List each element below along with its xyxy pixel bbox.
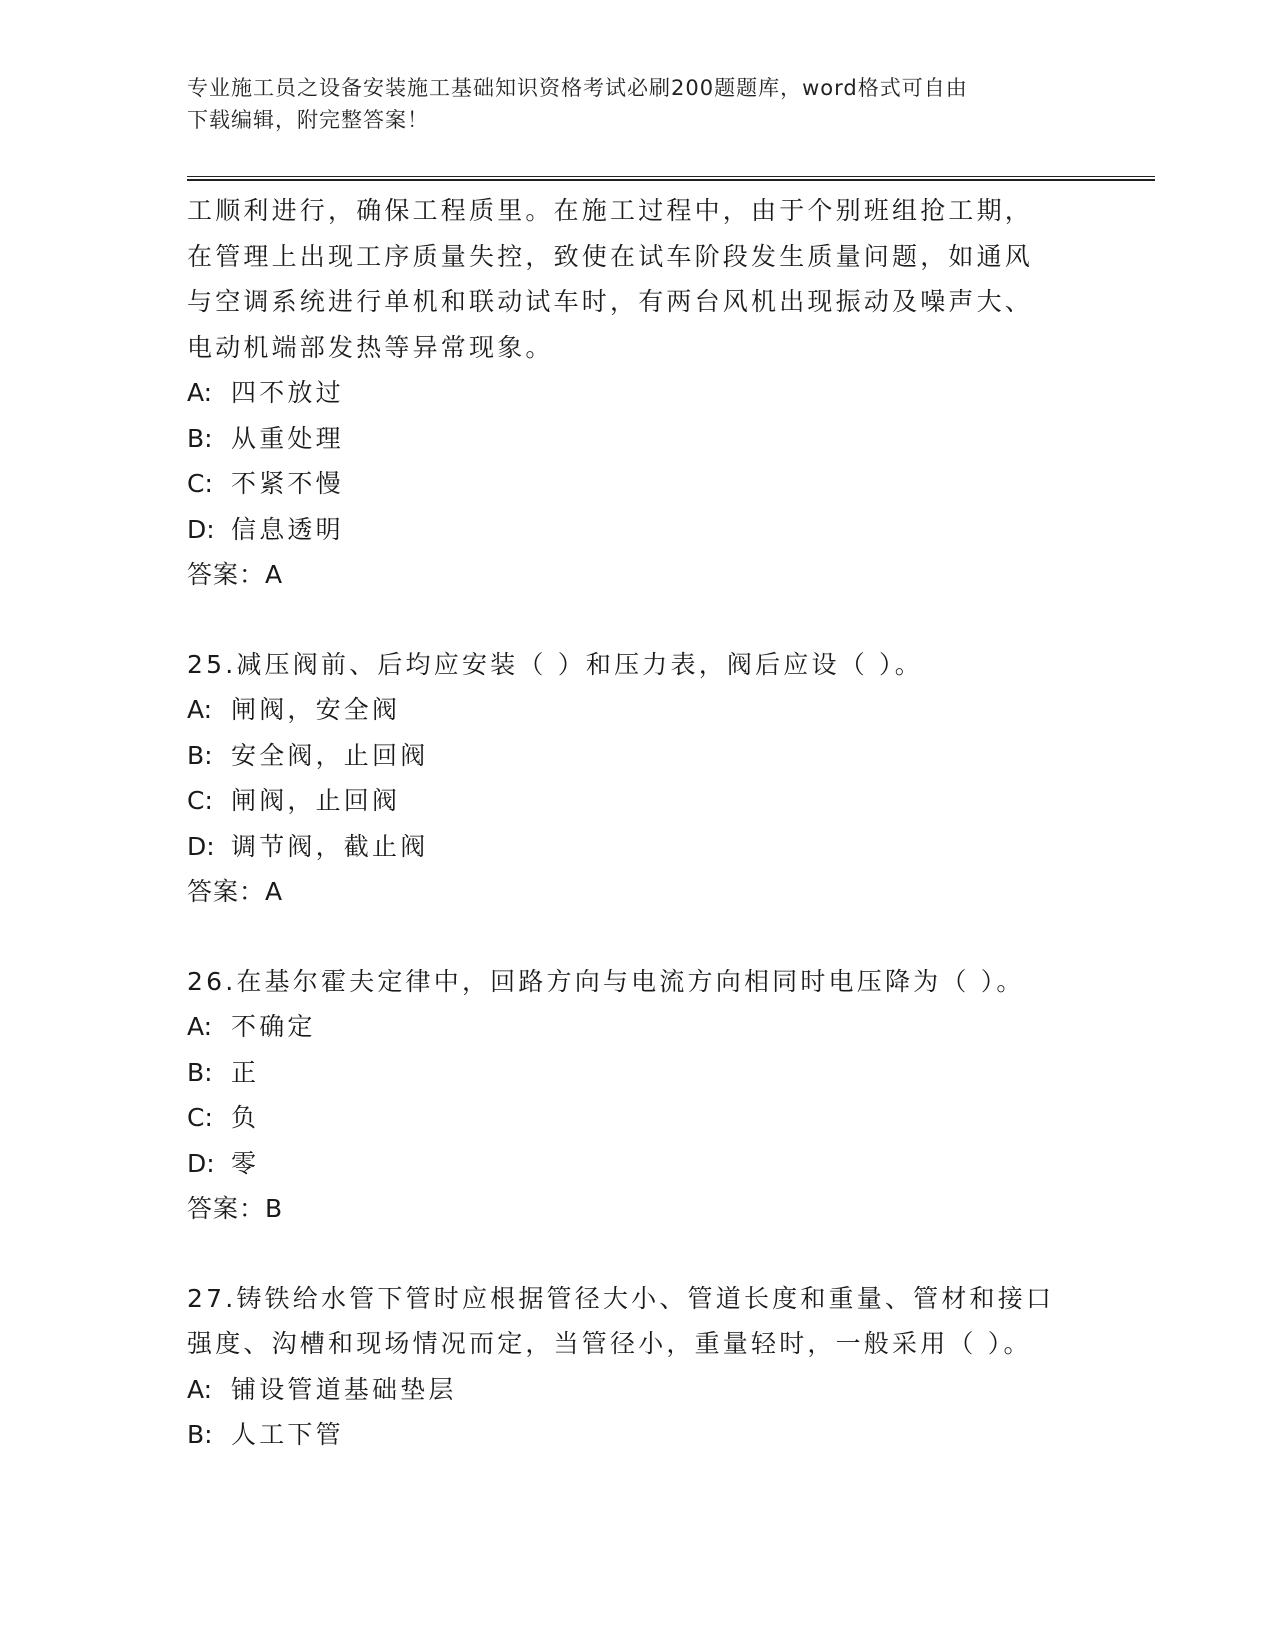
question-27 <box>187 1276 1087 1458</box>
option-label: B: <box>187 1057 213 1087</box>
question-spacer <box>187 915 1087 959</box>
option-a <box>187 687 1087 733</box>
option-text: 不确定 <box>231 1012 316 1041</box>
answer-line: 答案：A <box>187 560 284 589</box>
option-text: 四不放过 <box>231 378 344 407</box>
option-c <box>187 1095 1087 1141</box>
option-d <box>187 507 1087 553</box>
page-header <box>187 72 1087 136</box>
question-content <box>187 188 1087 1458</box>
option-label: A: <box>187 1374 213 1404</box>
option-label: A: <box>187 378 213 407</box>
option-text: 铺设管道基础垫层 <box>231 1374 457 1404</box>
header-title-line-1: 专业施工员之设备安装施工基础知识资格考试必刷200题题库，word格式可自由 <box>187 76 968 100</box>
option-text: 正 <box>231 1057 260 1087</box>
option-label: C: <box>187 786 213 815</box>
option-text: 信息透明 <box>231 514 344 544</box>
option-d <box>187 824 1087 870</box>
option-label: B: <box>187 423 213 453</box>
header-title-line-2: 下载编辑，附完整答案！ <box>187 108 429 132</box>
option-label: A: <box>187 695 213 724</box>
option-text: 安全阀，止回阀 <box>231 740 429 770</box>
option-text: 不紧不慢 <box>231 469 344 498</box>
option-b <box>187 733 1087 779</box>
question-text-line: 在管理上出现工序质量失控，致使在试车阶段发生质量问题，如通风 <box>187 241 1034 271</box>
option-b <box>187 1050 1087 1096</box>
option-text: 闸阀，安全阀 <box>231 695 401 724</box>
option-text: 闸阀，止回阀 <box>231 786 401 815</box>
option-b <box>187 416 1087 462</box>
option-label: B: <box>187 1420 213 1449</box>
option-label: D: <box>187 514 215 544</box>
question-text-line: 电动机端部发热等异常现象。 <box>187 332 554 362</box>
option-text: 从重处理 <box>231 423 344 453</box>
option-d <box>187 1141 1087 1187</box>
option-label: D: <box>187 831 215 861</box>
option-text: 负 <box>231 1103 260 1132</box>
question-text-line: 27.铸铁给水管下管时应根据管径大小、管道长度和重量、管材和接口 <box>187 1283 1055 1313</box>
option-label: C: <box>187 1103 213 1132</box>
question-text-line: 工顺利进行，确保工程质里。在施工过程中，由于个别班组抢工期， <box>187 196 1034 225</box>
option-b <box>187 1412 1087 1458</box>
option-a <box>187 1004 1087 1050</box>
option-label: A: <box>187 1012 213 1041</box>
option-text: 人工下管 <box>231 1420 344 1449</box>
question-spacer <box>187 1232 1087 1276</box>
option-a <box>187 370 1087 416</box>
question-text-line: 与空调系统进行单机和联动试车时，有两台风机出现振动及噪声大、 <box>187 287 1034 316</box>
option-label: D: <box>187 1148 215 1178</box>
question-text-line: 25.减压阀前、后均应安装（ ）和压力表，阀后应设（ ）。 <box>187 649 923 679</box>
answer-line: 答案：A <box>187 877 284 906</box>
question-spacer <box>187 598 1087 642</box>
question-26 <box>187 959 1087 1232</box>
option-label: C: <box>187 469 213 498</box>
question-text-line: 强度、沟槽和现场情况而定，当管径小，重量轻时，一般采用（ ）。 <box>187 1329 1032 1358</box>
question-text-line: 26.在基尔霍夫定律中，回路方向与电流方向相同时电压降为（ ）。 <box>187 966 1025 996</box>
option-a <box>187 1367 1087 1413</box>
question-25 <box>187 642 1087 915</box>
option-c <box>187 461 1087 507</box>
answer-line: 答案：B <box>187 1194 284 1223</box>
option-label: B: <box>187 740 213 770</box>
option-c <box>187 778 1087 824</box>
question-continued <box>187 188 1087 598</box>
header-divider <box>187 176 1155 181</box>
option-text: 调节阀，截止阀 <box>231 831 429 861</box>
option-text: 零 <box>231 1148 260 1178</box>
